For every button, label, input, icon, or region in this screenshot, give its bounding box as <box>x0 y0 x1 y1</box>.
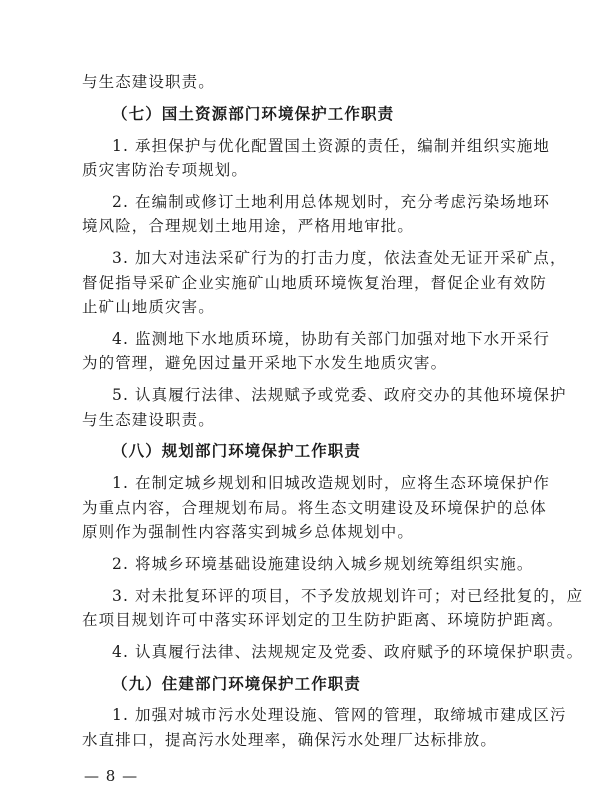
paragraph-line: 4. 认真履行法律、法规规定及党委、政府赋予的环境保护职责。 <box>112 643 584 661</box>
paragraph-line: 与生态建设职责。 <box>82 411 215 429</box>
paragraph-line: 1. 加强对城市污水处理设施、管网的管理，取缔城市建成区污 <box>112 706 567 724</box>
paragraph-line: 在项目规划许可中落实环评划定的卫生防护距离、环境防护距离。 <box>82 611 564 629</box>
paragraph-line: 5. 认真履行法律、法规赋予或党委、政府交办的其他环境保护 <box>112 386 567 404</box>
paragraph-line: 止矿山地质灾害。 <box>82 298 215 316</box>
paragraph-line: 原则作为强制性内容落实到城乡总体规划中。 <box>82 523 415 541</box>
paragraph-line: 水直排口，提高污水处理率，确保污水处理厂达标排放。 <box>82 731 498 749</box>
paragraph-line: 3. 对未批复环评的项目，不予发放规划许可；对已经批复的，应 <box>112 587 584 605</box>
paragraph-line: 1. 承担保护与优化配置国土资源的责任，编制并组织实施地 <box>112 137 551 155</box>
paragraph-line: 质灾害防治专项规划。 <box>82 161 249 179</box>
paragraph-line: 与生态建设职责。 <box>82 73 215 91</box>
paragraph-line: 为重点内容，合理规划布局。将生态文明建设及环境保护的总体 <box>82 499 547 517</box>
page-number: — 8 — <box>84 767 139 785</box>
paragraph-line: 3. 加大对违法采矿行为的打击力度，依法查处无证开采矿点， <box>112 249 567 267</box>
section-heading-7: （七）国土资源部门环境保护工作职责 <box>112 104 395 123</box>
section-heading-8: （八）规划部门环境保护工作职责 <box>112 441 362 460</box>
paragraph-line: 为的管理，避免因过量开采地下水发生地质灾害。 <box>82 354 448 372</box>
paragraph-line: 4. 监测地下水地质环境，协助有关部门加强对地下水开采行 <box>112 330 551 348</box>
paragraph-line: 1. 在制定城乡规划和旧城改造规划时，应将生态环境保护作 <box>112 474 551 492</box>
paragraph-line: 2. 在编制或修订土地利用总体规划时，充分考虑污染场地环 <box>112 193 551 211</box>
section-heading-9: （九）住建部门环境保护工作职责 <box>112 674 362 693</box>
paragraph-line: 2. 将城乡环境基础设施建设纳入城乡规划统筹组织实施。 <box>112 555 534 573</box>
paragraph-line: 境风险，合理规划土地用途，严格用地审批。 <box>82 217 415 235</box>
paragraph-line: 督促指导采矿企业实施矿山地质环境恢复治理，督促企业有效防 <box>82 274 547 292</box>
